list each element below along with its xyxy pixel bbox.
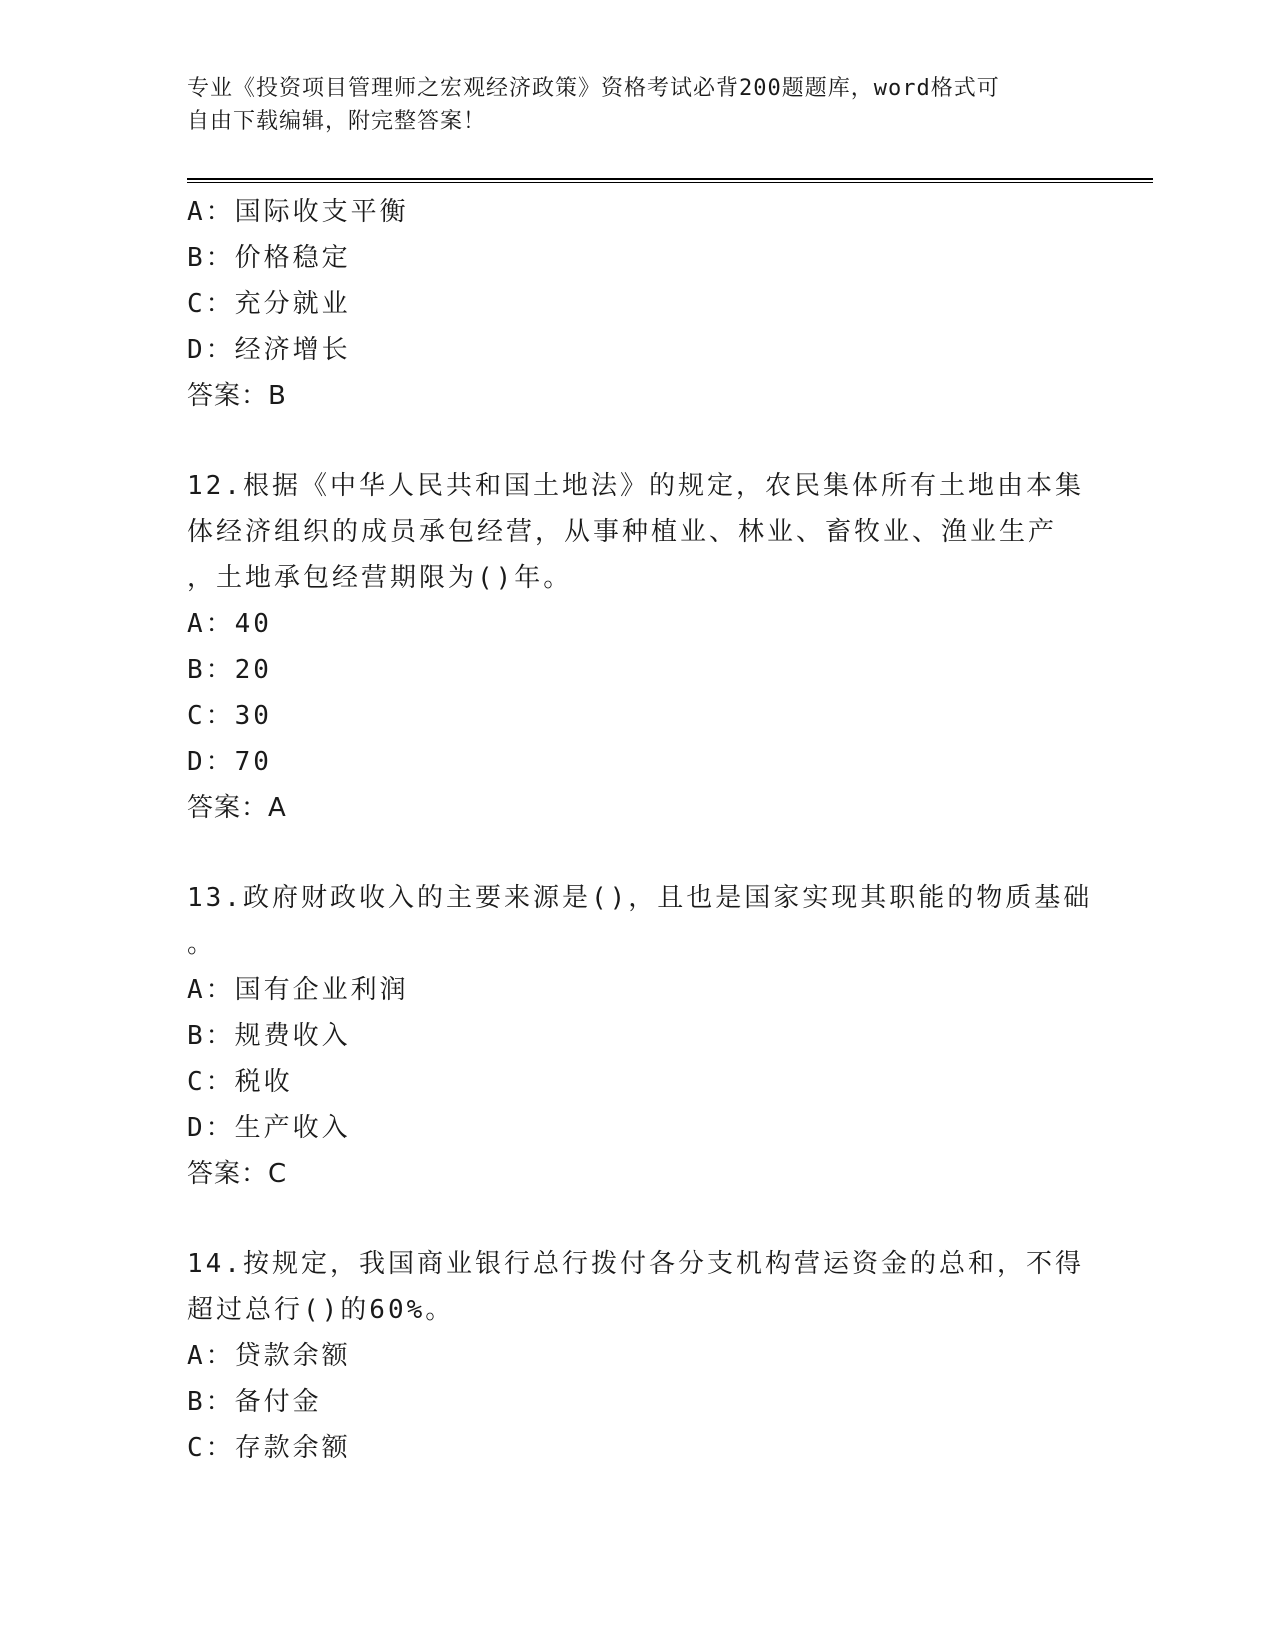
question-13 — [187, 875, 1093, 1197]
question-14 — [187, 1241, 1087, 1471]
page-header — [187, 72, 1067, 138]
option-d: D：生产收入 — [187, 1113, 351, 1143]
answer-line: 答案：A — [187, 793, 287, 823]
option-b: B：价格稳定 — [187, 243, 351, 273]
option-a: A：国有企业利润 — [187, 975, 409, 1005]
option-c: C：存款余额 — [187, 1433, 351, 1463]
header-line-1: 专业《投资项目管理师之宏观经济政策》资格考试必背200题题库，word格式可 — [187, 76, 1000, 101]
option-d: D：70 — [187, 747, 272, 777]
question-text-line: 14.按规定，我国商业银行总行拨付各分支机构营运资金的总和，不得 — [187, 1249, 1084, 1279]
header-line-2: 自由下载编辑，附完整答案！ — [187, 109, 487, 134]
question-text-line: 。 — [187, 929, 217, 959]
question-text-line: ，土地承包经营期限为()年。 — [187, 563, 573, 593]
option-d: D：经济增长 — [187, 335, 351, 365]
answer-line: 答案：C — [187, 1159, 288, 1189]
question-text-line: 超过总行()的60%。 — [187, 1295, 455, 1325]
question-text-line: 体经济组织的成员承包经营，从事种植业、林业、畜牧业、渔业生产 — [187, 517, 1058, 547]
option-a: A：40 — [187, 609, 272, 639]
option-c: C：30 — [187, 701, 272, 731]
option-a: A：贷款余额 — [187, 1341, 351, 1371]
option-a: A：国际收支平衡 — [187, 197, 409, 227]
answer-line: 答案：B — [187, 381, 287, 411]
option-b: B：规费收入 — [187, 1021, 351, 1051]
option-b: B：备付金 — [187, 1387, 322, 1417]
option-c: C：充分就业 — [187, 289, 351, 319]
option-c: C：税收 — [187, 1067, 293, 1097]
question-11 — [187, 189, 1087, 419]
document-body — [187, 189, 1093, 1471]
option-b: B：20 — [187, 655, 272, 685]
question-text-line: 13.政府财政收入的主要来源是()，且也是国家实现其职能的物质基础 — [187, 883, 1093, 913]
header-divider — [187, 178, 1153, 183]
question-text-line: 12.根据《中华人民共和国土地法》的规定，农民集体所有土地由本集 — [187, 471, 1084, 501]
question-12 — [187, 463, 1087, 831]
